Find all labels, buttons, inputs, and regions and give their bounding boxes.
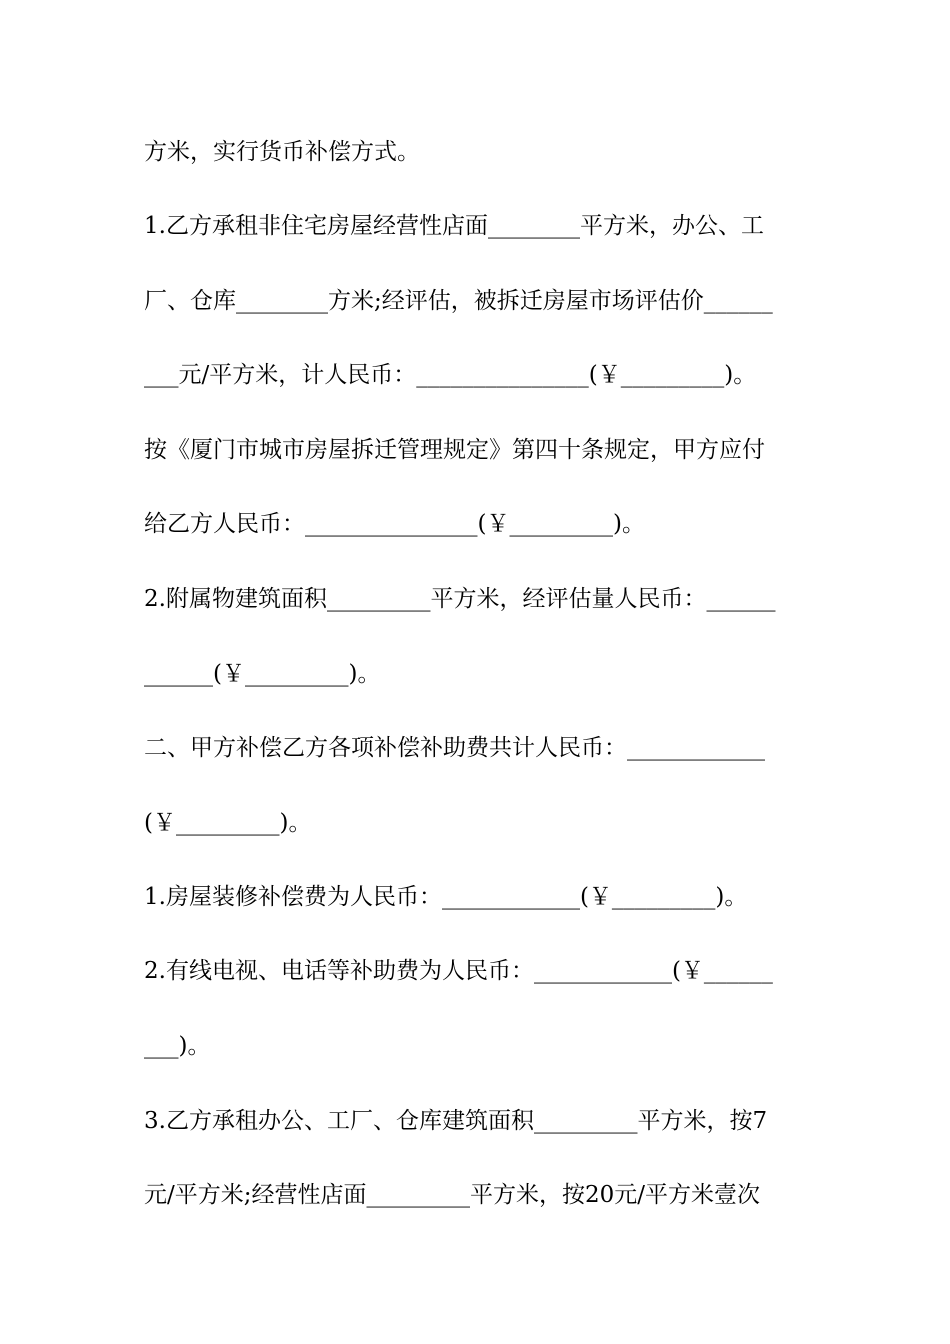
- text-line: 2.附属物建筑面积_________平方米，经评估量人民币：______: [144, 586, 776, 612]
- text-line: (￥_________)。: [144, 810, 312, 836]
- text-line: 给乙方人民币：_______________(￥_________)。: [144, 511, 645, 537]
- text-line: 1.房屋装修补偿费为人民币：____________(￥_________)。: [144, 884, 748, 910]
- text-line: 2.有线电视、电话等补助费为人民币：____________(￥______: [144, 958, 773, 984]
- text-line: ______(￥_________)。: [144, 661, 381, 687]
- text-line: ___)。: [144, 1033, 211, 1059]
- text-line: 1.乙方承租非住宅房屋经营性店面________平方米，办公、工: [144, 213, 764, 239]
- text-line: ___元/平方米，计人民币：_______________(￥_________)。: [144, 362, 757, 388]
- text-line: 元/平方米;经营性店面_________平方米，按20元/平方米壹次: [144, 1182, 761, 1208]
- text-line: 3.乙方承租办公、工厂、仓库建筑面积_________平方米，按7: [144, 1108, 768, 1134]
- text-line: 二、甲方补偿乙方各项补偿补助费共计人民币：____________: [144, 735, 765, 761]
- text-line: 厂、仓库________方米;经评估，被拆迁房屋市场评估价______: [144, 288, 773, 314]
- text-line: 按《厦门市城市房屋拆迁管理规定》第四十条规定，甲方应付: [144, 437, 765, 463]
- text-line: 方米，实行货币补偿方式。: [144, 139, 420, 165]
